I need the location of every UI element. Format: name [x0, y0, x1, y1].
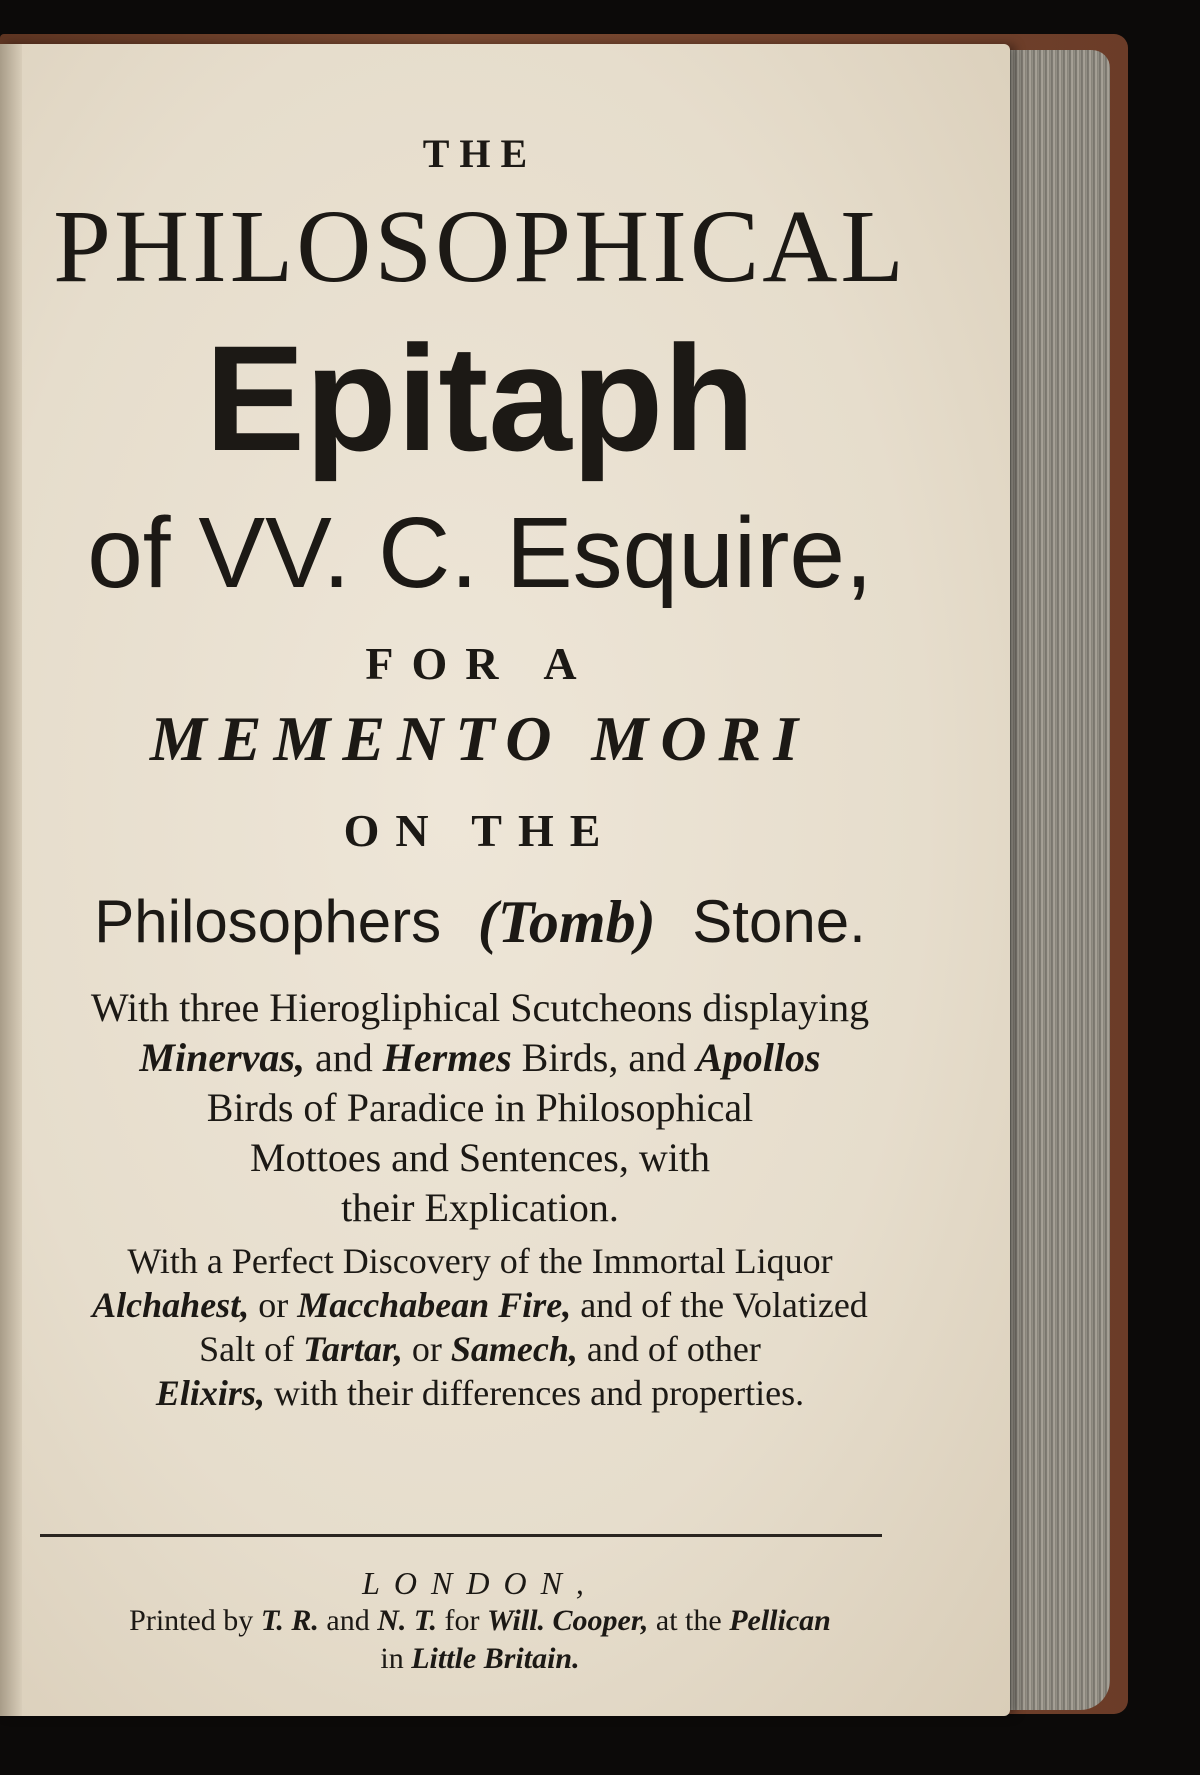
stone-tomb: (Tomb) — [477, 889, 656, 955]
birds-and: Birds, and — [521, 1035, 687, 1080]
differences-and-properties: with their differences and properties. — [273, 1373, 805, 1413]
discovery-line-2 — [30, 1283, 930, 1327]
little-britain: Little Britain. — [411, 1642, 580, 1675]
salt-of: Salt of — [199, 1329, 295, 1369]
title-block — [30, 130, 930, 1415]
printed-by: Printed by — [129, 1604, 254, 1637]
tartar: Tartar, — [303, 1329, 403, 1369]
minervas: Minervas, — [139, 1035, 305, 1080]
title-the: THE — [422, 131, 538, 176]
printer-nt: N. T. — [377, 1604, 437, 1637]
or-2: or — [411, 1329, 442, 1369]
samech: Samech, — [450, 1329, 578, 1369]
discovery-line-1: With a Perfect Discovery of the Immortal Liquor — [127, 1241, 833, 1281]
description-line-1: With three Hierogliphical Scutcheons displaying — [90, 985, 870, 1030]
discovery-line-3 — [30, 1327, 930, 1371]
description — [30, 983, 930, 1233]
title-on-the: ON THE — [343, 805, 617, 856]
imprint-line-3 — [30, 1640, 930, 1678]
imprint-at-the: at the — [655, 1604, 722, 1637]
imprint-line-2 — [30, 1602, 930, 1640]
elixirs: Elixirs, — [155, 1373, 265, 1413]
stone-philosophers: Philosophers — [94, 888, 442, 955]
horizontal-rule — [40, 1534, 882, 1537]
and-of-other: and of other — [586, 1329, 761, 1369]
imprint-and: and — [326, 1604, 370, 1637]
hermes: Hermes — [382, 1035, 512, 1080]
discovery — [30, 1239, 930, 1415]
title-memento-mori: MEMENTO MORI — [149, 703, 811, 774]
imprint-city: LONDON, — [362, 1565, 598, 1601]
description-line-4: Mottoes and Sentences, with — [250, 1135, 710, 1180]
title-for-a: FOR A — [365, 638, 595, 689]
imprint-in: in — [380, 1642, 404, 1675]
page-gutter — [0, 44, 22, 1716]
title-philosophical: PHILOSOPHICAL — [53, 189, 907, 304]
sign-pellican: Pellican — [729, 1604, 831, 1637]
title-epitaph: Epitaph — [205, 314, 755, 482]
apollos: Apollos — [696, 1035, 821, 1080]
title-of-wc-esquire: of VV. C. Esquire, — [87, 497, 873, 609]
printer-tr: T. R. — [260, 1604, 319, 1637]
volatized: and of the Volatized — [580, 1285, 868, 1325]
or-1: or — [258, 1285, 289, 1325]
stone-stone: Stone. — [692, 888, 866, 955]
description-line-3: Birds of Paradice in Philosophical — [206, 1085, 754, 1130]
imprint — [30, 1564, 930, 1678]
alchahest: Alchahest, — [92, 1285, 250, 1325]
imprint-for: for — [444, 1604, 480, 1637]
bookseller-cooper: Will. Cooper, — [486, 1604, 649, 1637]
and-1: and — [315, 1035, 373, 1080]
description-line-2 — [30, 1033, 930, 1083]
macchabean-fire: Macchabean Fire, — [297, 1285, 572, 1325]
discovery-line-4 — [30, 1371, 930, 1415]
title-stone-line — [30, 887, 930, 957]
description-line-5: their Explication. — [341, 1185, 619, 1230]
